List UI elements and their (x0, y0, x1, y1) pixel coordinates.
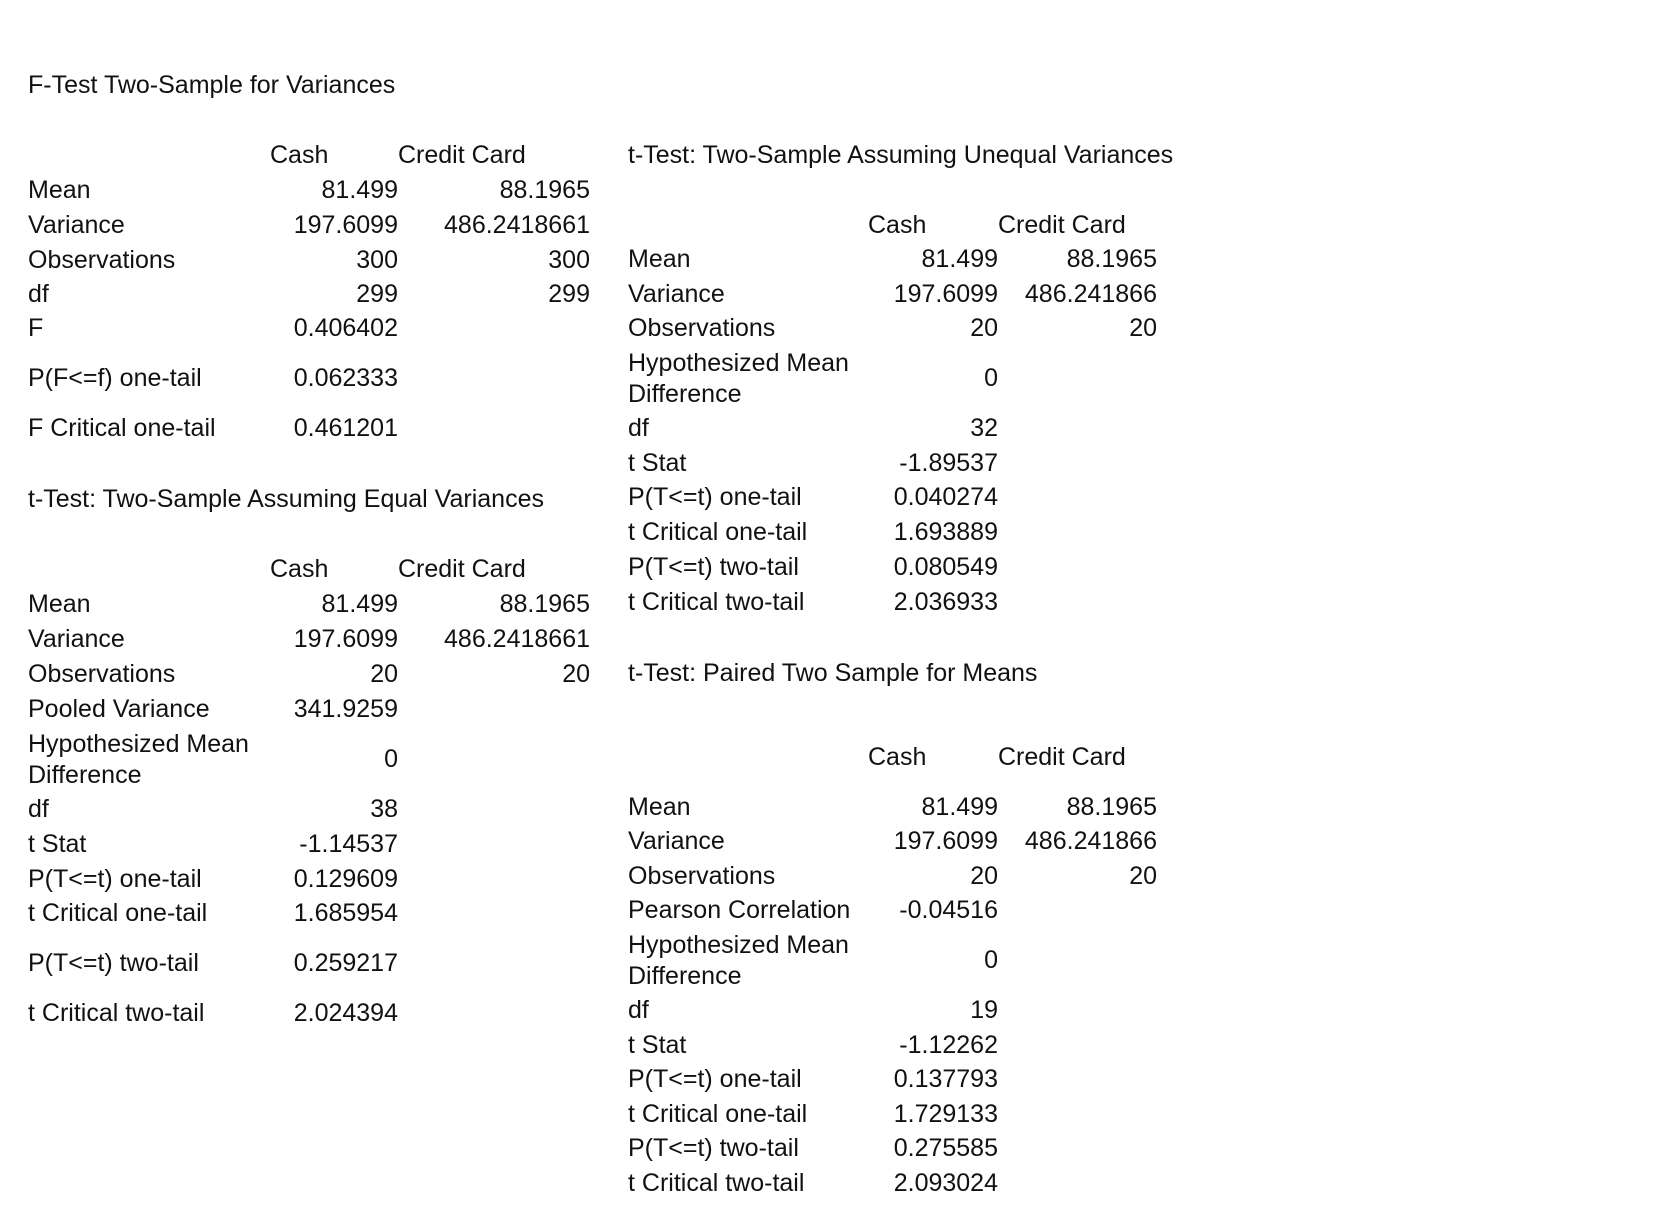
ttest-equal-row-label: Pooled Variance (28, 695, 210, 723)
ttest-paired-row-label: t Critical two-tail (628, 1169, 805, 1197)
ttest-unequal-row-value-credit-card: 486.241866 (1024, 280, 1157, 308)
ttest-paired-title: t-Test: Paired Two Sample for Means (628, 659, 1038, 687)
ttest-unequal-header-credit-card: Credit Card (998, 211, 1126, 239)
ttest-equal-header-credit-card: Credit Card (398, 555, 526, 583)
ttest-paired-row-value-cash: 81.499 (921, 793, 998, 821)
ttest-unequal-row-value-cash: 0.040274 (893, 483, 998, 511)
ttest-equal-row-value-cash: 0.259217 (293, 949, 398, 977)
ttest-equal-row-value-cash: 38 (370, 795, 398, 823)
ttest-paired-row-value-cash: 0 (984, 946, 998, 974)
ftest-header-credit-card: Credit Card (398, 141, 526, 169)
ftest-row-label: Variance (28, 211, 125, 239)
ttest-unequal-row-value-cash: 197.6099 (893, 280, 998, 308)
ttest-unequal-title: t-Test: Two-Sample Assuming Unequal Variances (628, 141, 1174, 169)
ttest-unequal-row-label: P(T<=t) one-tail (628, 483, 802, 511)
ttest-paired-row-label: Variance (628, 827, 725, 855)
ftest-row-label: df (28, 280, 49, 308)
ftest-row-value-credit-card: 300 (548, 246, 590, 274)
ftest-row-label: Observations (28, 246, 176, 274)
ttest-equal-row-label: Variance (28, 625, 125, 653)
ttest-equal-row-label: P(T<=t) one-tail (28, 865, 202, 893)
ttest-paired-row-value-credit-card: 486.241866 (1024, 827, 1157, 855)
ttest-unequal-row-label: Mean (628, 245, 691, 273)
ttest-equal-row-value-cash: 2.024394 (293, 999, 398, 1027)
ftest-row-value-credit-card: 299 (548, 280, 590, 308)
ttest-equal-row-value-cash: 0.129609 (293, 865, 398, 893)
ttest-paired-row-value-cash: 20 (970, 862, 998, 890)
ttest-equal-row-label: Mean (28, 590, 91, 618)
ttest-equal-row-label: df (28, 795, 49, 823)
ttest-equal-row-value-credit-card: 20 (562, 660, 590, 688)
ttest-equal-row-value-cash: 20 (370, 660, 398, 688)
ttest-paired-row-value-cash: 0.275585 (893, 1134, 998, 1162)
ttest-unequal-row-value-cash: 2.036933 (893, 588, 998, 616)
ttest-equal-row-value-cash: 81.499 (321, 590, 398, 618)
ttest-equal-row-value-credit-card: 486.2418661 (444, 625, 590, 653)
ttest-equal-row-value-cash: -1.14537 (299, 830, 398, 858)
ftest-row-value-credit-card: 88.1965 (499, 176, 590, 204)
ttest-equal-row-label: t Stat (28, 830, 87, 858)
ttest-unequal-row-value-cash: 0 (984, 364, 998, 392)
ttest-equal-row-value-cash: 1.685954 (293, 899, 398, 927)
ftest-row-value-cash: 81.499 (321, 176, 398, 204)
ttest-paired-row-label: Observations (628, 862, 776, 890)
ttest-paired-row-label: P(T<=t) one-tail (628, 1065, 802, 1093)
ttest-equal-title: t-Test: Two-Sample Assuming Equal Variances (28, 485, 544, 513)
ftest-row-label: P(F<=f) one-tail (28, 364, 202, 392)
ttest-unequal-row-label: t Critical two-tail (628, 588, 805, 616)
ttest-unequal-row-value-cash: 1.693889 (893, 518, 998, 546)
ttest-equal-row-label: t Critical one-tail (28, 899, 208, 927)
ttest-equal-row-value-cash: 197.6099 (293, 625, 398, 653)
ftest-row-value-credit-card: 486.2418661 (444, 211, 590, 239)
ttest-unequal-row-value-cash: 0.080549 (893, 553, 998, 581)
ttest-equal-row-label: t Critical two-tail (28, 999, 205, 1027)
ftest-row-value-cash: 197.6099 (293, 211, 398, 239)
ftest-row-value-cash: 0.062333 (293, 364, 398, 392)
ttest-equal-row-label: Hypothesized Mean Difference (28, 730, 249, 789)
ttest-paired-row-label: t Critical one-tail (628, 1100, 808, 1128)
ttest-paired-row-value-cash: 2.093024 (893, 1169, 998, 1197)
ttest-equal-header-cash: Cash (270, 555, 329, 583)
ttest-paired-row-value-cash: 19 (970, 996, 998, 1024)
ttest-paired-row-value-credit-card: 20 (1129, 862, 1157, 890)
ttest-unequal-row-label: P(T<=t) two-tail (628, 553, 799, 581)
ttest-unequal-row-label: Observations (628, 314, 776, 342)
ttest-paired-header-cash: Cash (868, 743, 927, 771)
ftest-title: F-Test Two-Sample for Variances (28, 71, 396, 99)
ttest-equal-row-label: Observations (28, 660, 176, 688)
ftest-row-label: Mean (28, 176, 91, 204)
ttest-paired-row-label: Pearson Correlation (628, 896, 851, 924)
ttest-unequal-row-label: t Critical one-tail (628, 518, 808, 546)
ttest-paired-row-value-cash: 197.6099 (893, 827, 998, 855)
ttest-unequal-row-value-cash: 20 (970, 314, 998, 342)
ttest-unequal-row-label: df (628, 414, 649, 442)
ftest-row-value-cash: 0.461201 (293, 414, 398, 442)
ftest-row-value-cash: 299 (356, 280, 398, 308)
ttest-paired-row-label: P(T<=t) two-tail (628, 1134, 799, 1162)
ttest-unequal-row-value-cash: -1.89537 (899, 449, 998, 477)
ttest-paired-row-value-cash: 0.137793 (893, 1065, 998, 1093)
ttest-unequal-row-value-cash: 32 (970, 414, 998, 442)
ttest-unequal-row-value-credit-card: 88.1965 (1066, 245, 1157, 273)
ftest-row-value-cash: 0.406402 (293, 314, 398, 342)
ftest-row-label: F (28, 314, 44, 342)
ttest-unequal-row-label: t Stat (628, 449, 687, 477)
ttest-unequal-header-cash: Cash (868, 211, 927, 239)
ttest-equal-row-value-credit-card: 88.1965 (499, 590, 590, 618)
ttest-equal-row-value-cash: 341.9259 (293, 695, 398, 723)
ttest-unequal-row-label: Hypothesized Mean Difference (628, 349, 849, 408)
ttest-paired-row-label: Hypothesized Mean Difference (628, 931, 849, 990)
ttest-paired-row-label: df (628, 996, 649, 1024)
ttest-unequal-row-label: Variance (628, 280, 725, 308)
ftest-row-label: F Critical one-tail (28, 414, 216, 442)
ttest-paired-row-label: Mean (628, 793, 691, 821)
ttest-paired-row-value-cash: -0.04516 (899, 896, 998, 924)
ttest-unequal-row-value-cash: 81.499 (921, 245, 998, 273)
ttest-equal-row-value-cash: 0 (384, 745, 398, 773)
ttest-paired-row-value-credit-card: 88.1965 (1066, 793, 1157, 821)
ttest-equal-row-label: P(T<=t) two-tail (28, 949, 199, 977)
ftest-row-value-cash: 300 (356, 246, 398, 274)
ttest-unequal-row-value-credit-card: 20 (1129, 314, 1157, 342)
ttest-paired-row-value-cash: 1.729133 (893, 1100, 998, 1128)
ttest-paired-row-label: t Stat (628, 1031, 687, 1059)
ftest-header-cash: Cash (270, 141, 329, 169)
ttest-paired-header-credit-card: Credit Card (998, 743, 1126, 771)
ttest-paired-row-value-cash: -1.12262 (899, 1031, 998, 1059)
